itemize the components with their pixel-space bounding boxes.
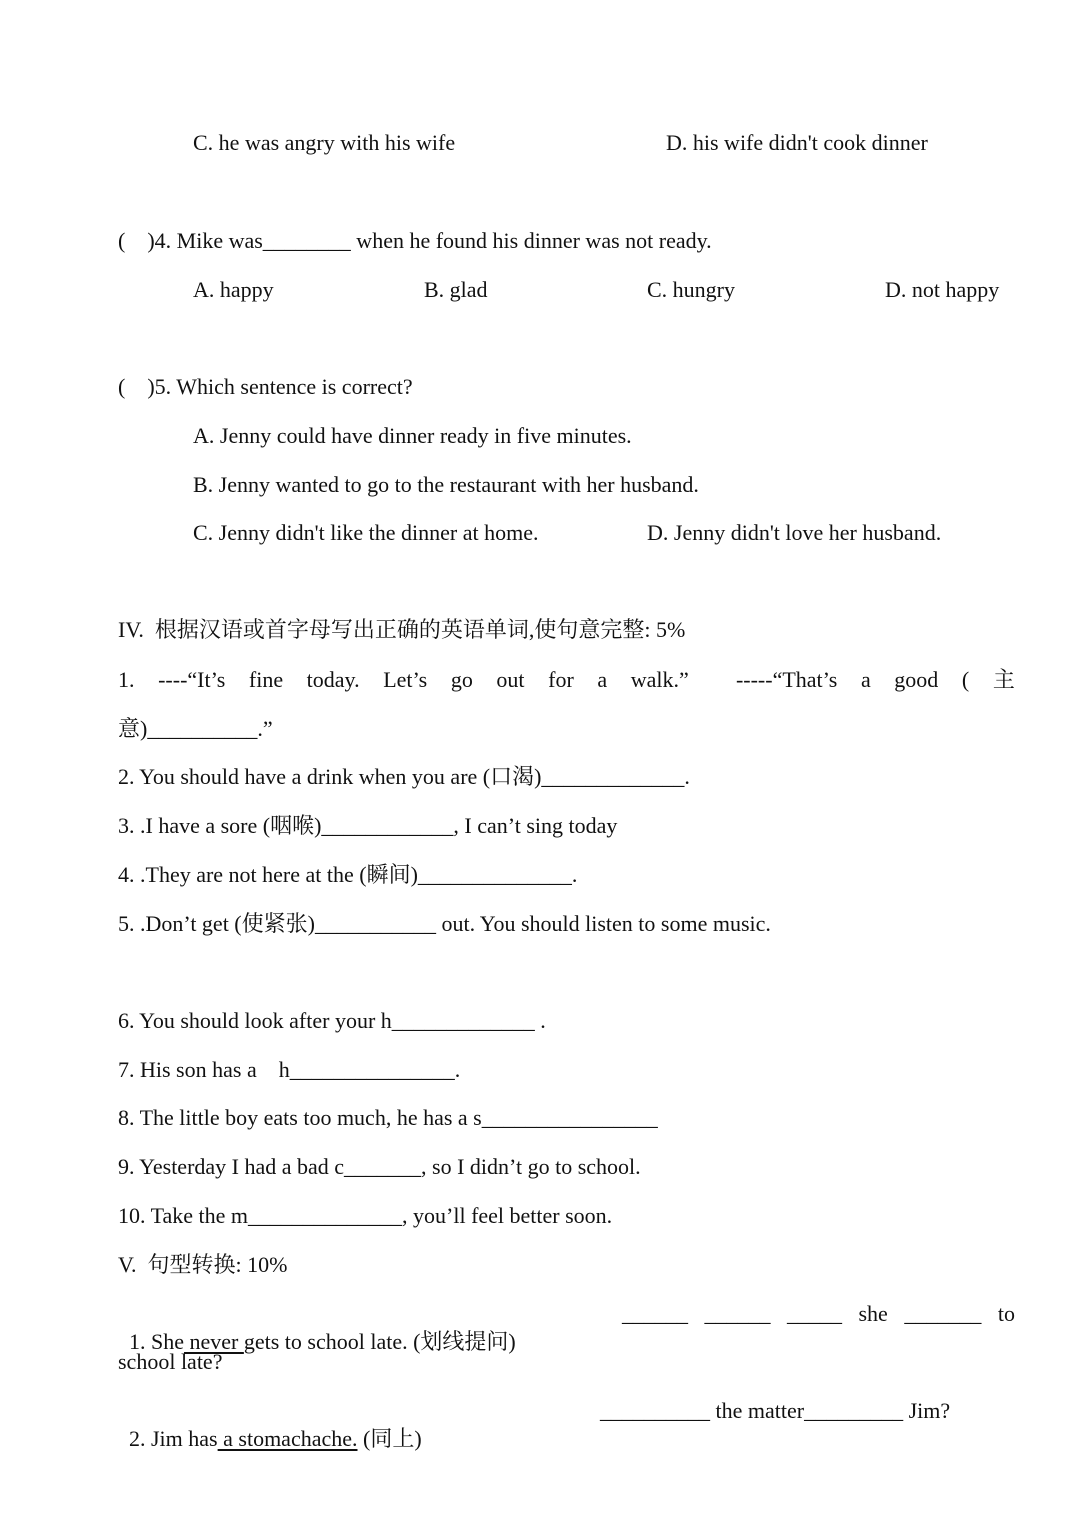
word: out [496,667,525,692]
answer-word: to [997,1301,1015,1326]
word: 1. [118,667,135,692]
section-iv-item-1-cont: 意)__________.” [118,716,273,741]
word: walk.” [630,667,689,692]
section-iv-item-1 [118,666,1015,694]
section-iv-item-8: 8. The little boy eats too much, he has a s________________ [118,1105,658,1130]
word: 主 [992,667,1015,692]
section-iv-item-9: 9. Yesterday I had a bad c_______, so I didn’t go to school. [118,1154,641,1179]
section-iv-item-10: 10. Take the m______________, you’ll feel better soon. [118,1203,613,1228]
section-v-item-1-answer [622,1300,1015,1328]
q5-option-c: C. Jenny didn't like the dinner at home. [193,520,539,545]
q4-stem: ( )4. Mike was________ when he found his dinner was not ready. [118,228,712,253]
word: ----“It’s [158,667,226,692]
section-v-item-2 [118,1397,422,1453]
word: fine [248,667,284,692]
sentence-start: 2. Jim has [129,1426,218,1451]
word: good [894,667,939,692]
section-iv-item-4: 4. .They are not here at the (瞬间)______________. [118,862,578,887]
q5-option-a: A. Jenny could have dinner ready in five minutes. [193,423,632,448]
word: go [450,667,473,692]
sentence-start: 1. She [129,1329,184,1354]
section-v-item-2-answer: __________ the matter_________ Jim? [600,1398,951,1423]
answer-blank: ______ [622,1301,688,1326]
answer-word: she [858,1301,888,1326]
q4-option-d: D. not happy [885,277,1000,302]
q5-option-b: B. Jenny wanted to go to the restaurant with her husband. [193,472,699,497]
word: a [860,667,871,692]
word: for [548,667,574,692]
q4-option-b: B. glad [424,277,488,302]
section-iv-heading: IV. 根据汉语或首字母写出正确的英语单词,使句意完整: 5% [118,617,686,642]
section-iv-item-6: 6. You should look after your h_____________ . [118,1008,546,1033]
section-v-heading: V. 句型转换: 10% [118,1252,288,1277]
word: -----“That’s [735,667,838,692]
q3-option-c: C. he was angry with his wife [193,130,456,155]
word: today. [306,667,360,692]
answer-blank: ______ [704,1301,771,1326]
section-iv-item-2: 2. You should have a drink when you are (口渴)_____________. [118,764,690,789]
sentence-end: gets to school late. (划线提问) [243,1329,516,1354]
sentence-end: (同上) [357,1426,422,1451]
q5-stem: ( )5. Which sentence is correct? [118,374,413,399]
section-iv-item-7: 7. His son has a h_______________. [118,1057,461,1082]
word: Let’s [383,667,428,692]
answer-blank: _____ [787,1301,842,1326]
word: ( [961,667,970,692]
q4-option-a: A. happy [193,277,274,302]
section-iv-item-5: 5. .Don’t get (使紧张)___________ out. You should listen to some music. [118,911,771,936]
section-v-item-1-cont: school late? [118,1349,223,1374]
q5-option-d: D. Jenny didn't love her husband. [647,520,942,545]
q4-option-c: C. hungry [647,277,735,302]
word: a [597,667,608,692]
answer-blank: _______ [904,1301,982,1326]
underlined-phrase: never [184,1329,244,1354]
underlined-phrase: a stomachache. [217,1426,358,1451]
q3-option-d: D. his wife didn't cook dinner [666,130,928,155]
section-iv-item-3: 3. .I have a sore (咽喉)____________, I can’t sing today [118,813,618,838]
